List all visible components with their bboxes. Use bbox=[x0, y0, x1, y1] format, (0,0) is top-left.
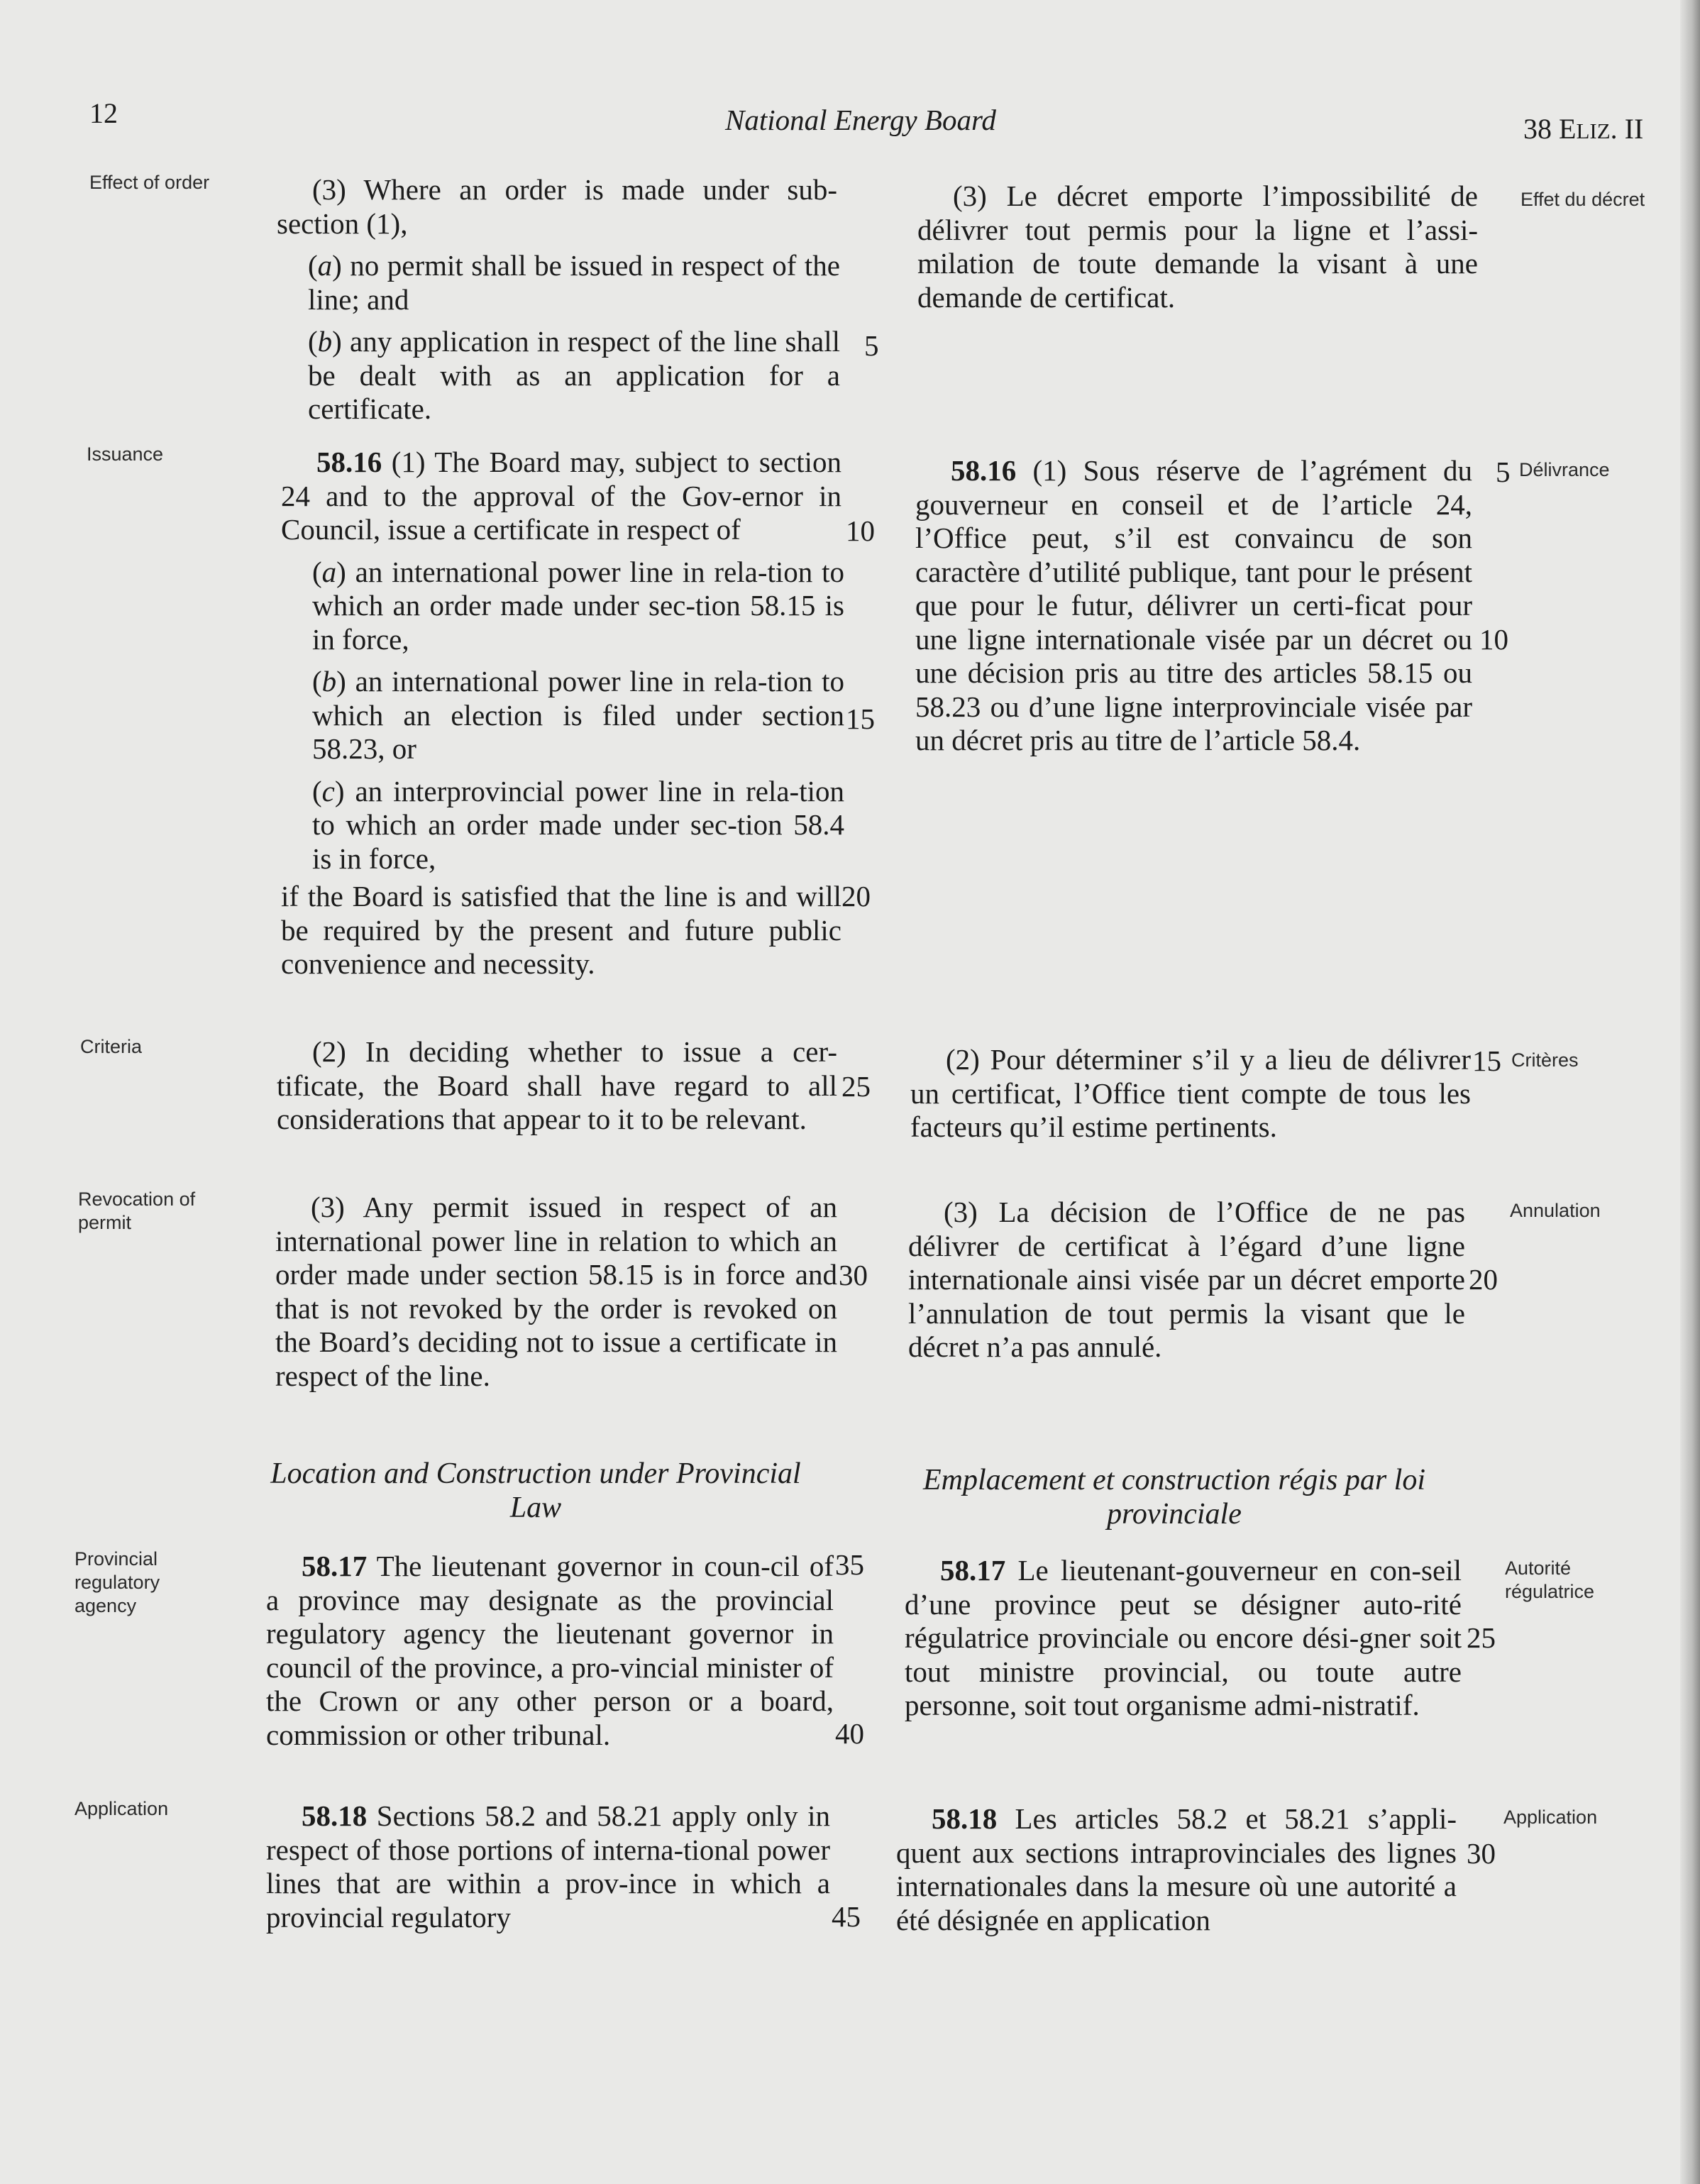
fr-s5817-num: 58.17 bbox=[940, 1554, 1006, 1587]
page-number: 12 bbox=[89, 97, 118, 129]
fr-s5817-para bbox=[905, 1554, 1462, 1723]
fr-note-application: Application bbox=[1503, 1807, 1598, 1828]
fr-heading: Emplacement et construction régis par loi provinciale bbox=[922, 1464, 1426, 1531]
en-s5818-num: 58.18 bbox=[302, 1799, 368, 1832]
fr-s5816 bbox=[915, 454, 1472, 758]
fr-line-number: 30 bbox=[1467, 1837, 1496, 1870]
fr-s5818-num: 58.18 bbox=[932, 1802, 998, 1835]
fr-s5818-text: Les articles 58.2 et 58.21 s’appli-quent aux sections intraprovinciales des lignes internationales dans la mesure où une autorité a été désignée en application bbox=[896, 1802, 1457, 1936]
fr-s5817 bbox=[905, 1554, 1462, 1723]
regnal-small: LIZ bbox=[1576, 118, 1611, 143]
fr-s5816-num: 58.16 bbox=[951, 454, 1017, 487]
en-s3-b-label: b bbox=[317, 325, 333, 358]
page-edge bbox=[1680, 0, 1700, 2184]
regnal-year bbox=[1523, 112, 1643, 145]
en-note-provincial: Provincial regulatory agency bbox=[74, 1548, 160, 1616]
en-heading: Location and Construction under Provincial Law bbox=[270, 1457, 801, 1524]
fr-note-autorite: Autorité régulatrice bbox=[1505, 1557, 1595, 1602]
en-line-number: 40 bbox=[835, 1717, 864, 1750]
en-s5818-text: Sections 58.2 and 58.21 apply only in respect of those portions of interna-tional power lines that are within a prov-ince in which a provincial regulatory bbox=[266, 1799, 830, 1934]
fr-line-number: 10 bbox=[1479, 623, 1508, 656]
en-s5816-c-text: an interprovincial power line in rela-tion to which an order made under sec-tion 58.4 is in force, bbox=[312, 774, 844, 875]
fr-note-effet: Effet du décret bbox=[1520, 189, 1645, 210]
fr-s5816-text: (1) Sous réserve de l’agrément du gouverneur en conseil et de l’article 24, l’Office peut, s’il est convaincu de son caractère d’utilité publique, tant pour le présent que pour le futur, délivrer un certi-ficat pour une ligne internationale visée par un décret ou une décision pris au titre des articles 58.15 ou 58.23 ou d’une ligne interprovinciale visée par un décret pris au titre de l’article 58.4. bbox=[915, 454, 1472, 756]
en-s2-text: (2) In deciding whether to issue a cer-tificate, the Board shall have regard to all considerations that appear to it to be relevant. bbox=[277, 1035, 837, 1135]
en-line-number: 15 bbox=[846, 702, 875, 735]
fr-s3 bbox=[917, 180, 1478, 314]
en-s5816-b: (b) an international power line in rela-tion to which an election is filed under section 58.23, or bbox=[312, 665, 844, 765]
en-s5816-a-label: a bbox=[321, 555, 337, 588]
en-line-number: 45 bbox=[832, 1900, 861, 1933]
en-s3-a: (a) no permit shall be issued in respect of the line; and bbox=[308, 249, 840, 316]
fr-line-number: 25 bbox=[1467, 1621, 1496, 1654]
en-s5818 bbox=[266, 1799, 830, 1934]
en-s5816 bbox=[281, 446, 844, 981]
en-s5816-tail: if the Board is satisfied that the line is and will be required by the present and future public convenience and necessity. bbox=[281, 880, 841, 980]
en-s5816-num: 58.16 bbox=[316, 446, 382, 478]
en-s3-b-text: any application in respect of the line shall be dealt with as an application for a certificate. bbox=[308, 325, 840, 425]
en-s5816-b-label: b bbox=[321, 665, 337, 697]
en-s5817-para bbox=[266, 1550, 834, 1752]
fr-line-number: 5 bbox=[1496, 456, 1511, 488]
en-note-revocation: Revocation of permit bbox=[78, 1188, 196, 1233]
en-s3rev-text: (3) Any permit issued in respect of an international power line in relation to which an order made under section 58.15 is in force and that is not revoked by the order is revoked on the Board’s deciding not to issue a certificate in respect of the line. bbox=[275, 1191, 837, 1392]
regnal-suffix: . II bbox=[1610, 113, 1644, 145]
en-s5818-para bbox=[266, 1799, 830, 1934]
fr-s5817-text: Le lieutenant-gouverneur en con-seil d’une province peut se désigner auto-rité régulatrice provinciale ou encore dési-gner soit tout ministre provincial, ou toute autre personne, soit tout organisme admi-nistratif. bbox=[905, 1554, 1462, 1721]
en-line-number: 10 bbox=[846, 514, 875, 547]
fr-s2-text: (2) Pour déterminer s’il y a lieu de délivrer un certificat, l’Office tient compte de tous les facteurs qu’il estime pertinents. bbox=[910, 1043, 1471, 1143]
en-s3-b: (b) any application in respect of the line shall be dealt with as an application for a certificate. bbox=[308, 325, 840, 425]
fr-s3-text: (3) Le décret emporte l’impossibilité de délivrer tout permis pour la ligne et l’assi-milation de toute demande la visant à une demande de certificat. bbox=[917, 180, 1478, 314]
en-s3-a-label: a bbox=[317, 249, 333, 282]
regnal-prefix: 38 E bbox=[1523, 113, 1577, 145]
fr-line-number: 20 bbox=[1469, 1263, 1498, 1296]
fr-s5818-para bbox=[896, 1802, 1457, 1937]
en-s5816-c: (c) an interprovincial power line in rela-tion to which an order made under sec-tion 58.4 is in force, bbox=[312, 774, 844, 875]
fr-note-delivrance: Délivrance bbox=[1519, 459, 1610, 480]
en-note-effect: Effect of order bbox=[89, 172, 210, 193]
en-note-issuance: Issuance bbox=[87, 443, 164, 465]
en-line-number: 25 bbox=[841, 1070, 871, 1103]
en-line-number: 35 bbox=[835, 1548, 864, 1581]
en-s3 bbox=[277, 173, 844, 426]
fr-s3ann-text: (3) La décision de l’Office de ne pas délivrer de certificat à l’égard d’une ligne internationale ainsi visée par un décret emporte l’annulation de tout permis la visant que le décret n’a pas annulé. bbox=[908, 1196, 1465, 1363]
en-s5816-intro bbox=[281, 446, 841, 547]
en-note-application: Application bbox=[74, 1798, 169, 1819]
en-s5816-intro-text: (1) The Board may, subject to section 24 and to the approval of the Gov-ernor in Council, issue a certificate in respect of bbox=[281, 446, 841, 546]
en-s3-intro: (3) Where an order is made under sub-section (1), bbox=[277, 173, 837, 240]
fr-s2 bbox=[910, 1043, 1471, 1145]
en-line-number: 30 bbox=[839, 1259, 868, 1291]
fr-s5818 bbox=[896, 1802, 1457, 1937]
fr-s5816-para bbox=[915, 454, 1472, 758]
en-s5817-text: The lieutenant governor in coun-cil of a province may designate as the provincial regulatory agency the lieutenant governor in council of the province, a pro-vincial minister of the Crown or any other person or a board, commission or other tribunal. bbox=[266, 1550, 834, 1751]
fr-line-number: 15 bbox=[1472, 1044, 1501, 1077]
en-s5816-c-label: c bbox=[321, 774, 335, 807]
en-s2 bbox=[277, 1035, 837, 1137]
en-s5816-a-text: an international power line in rela-tion to which an order made under sec-tion 58.15 is in force, bbox=[312, 555, 844, 656]
en-s5817 bbox=[266, 1550, 834, 1752]
fr-s3ann bbox=[908, 1196, 1465, 1364]
en-s3rev bbox=[275, 1191, 837, 1393]
fr-note-criteres: Critères bbox=[1511, 1049, 1579, 1071]
fr-note-annulation: Annulation bbox=[1510, 1200, 1601, 1221]
running-title: National Energy Board bbox=[725, 104, 996, 136]
en-line-number: 5 bbox=[864, 329, 879, 362]
en-note-criteria: Criteria bbox=[80, 1036, 143, 1057]
en-line-number: 20 bbox=[841, 880, 871, 912]
en-s3-a-text: no permit shall be issued in respect of the line; and bbox=[308, 249, 840, 316]
en-s5816-b-text: an international power line in rela-tion to which an election is filed under section 58.23, or bbox=[312, 665, 844, 765]
en-s5816-a: (a) an international power line in rela-tion to which an order made under sec-tion 58.15 is in force, bbox=[312, 555, 844, 656]
en-s5817-num: 58.17 bbox=[302, 1550, 368, 1582]
